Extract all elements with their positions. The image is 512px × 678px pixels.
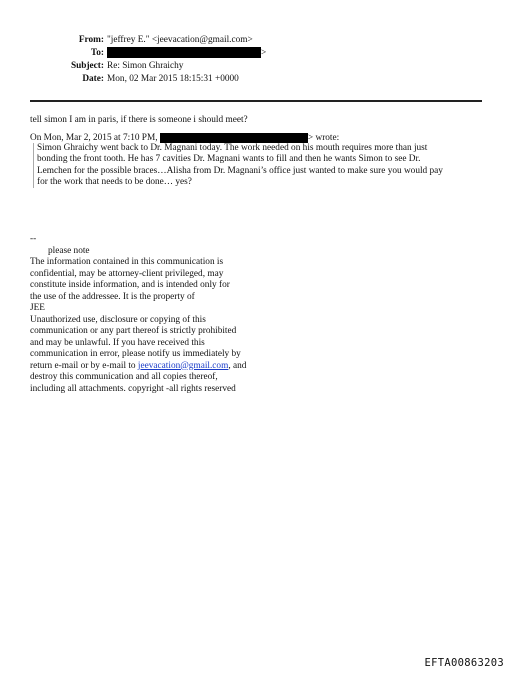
signature-block <box>30 234 246 395</box>
disclaimer-line: communication in error, please notify us immediately by <box>30 349 241 359</box>
quoted-message <box>33 143 477 188</box>
redaction-bar <box>160 133 308 143</box>
disclaimer-line: Unauthorized use, disclosure or copying of this <box>30 314 206 325</box>
signature-note-heading: please note <box>48 245 90 256</box>
disclaimer-line: JEE <box>30 303 45 313</box>
disclaimer-line: and may be unlawful. If you have received this <box>30 337 205 348</box>
quoted-line: bonding the front tooth. He has 7 cavities Dr. Magnani wants to fill and then he wants Simon to see Dr. <box>37 154 421 165</box>
bates-number: EFTA00863203 <box>424 657 504 669</box>
to-suffix: > <box>261 48 267 58</box>
disclaimer-line: destroy this communication and all copies thereof, <box>30 372 218 382</box>
quote-intro-suffix: > wrote: <box>307 133 340 144</box>
return-suffix: , and <box>228 360 247 371</box>
date-value: Mon, 02 Mar 2015 18:15:31 +0000 <box>107 74 239 84</box>
redaction-bar <box>107 47 261 58</box>
signature-separator: -- <box>30 234 37 244</box>
from-value: "jeffrey E." <jeevacation@gmail.com> <box>107 35 253 45</box>
reply-line: tell simon I am in paris, if there is someone i should meet? <box>30 115 248 125</box>
to-label: To: <box>90 48 104 58</box>
quote-intro-prefix: On Mon, Mar 2, 2015 at 7:10 PM, <box>30 133 158 144</box>
header-divider <box>30 100 482 102</box>
quoted-line: for the work that needs to be done… yes? <box>37 176 192 187</box>
subject-label: Subject: <box>70 61 104 71</box>
subject-value: Re: Simon Ghraichy <box>107 61 184 71</box>
quoted-line: Simon Ghraichy went back to Dr. Magnani today. The work needed on his mouth requires more than just <box>37 143 428 153</box>
disclaimer-line: confidential, may be attorney-client privileged, may <box>30 268 224 279</box>
from-label: From: <box>78 35 104 45</box>
disclaimer-line: including all attachments. copyright -all rights reserved <box>30 383 236 394</box>
to-value <box>107 47 266 59</box>
disclaimer-line: the use of the addressee. It is the property of <box>30 291 195 302</box>
disclaimer-line: communication or any part thereof is strictly prohibited <box>30 326 237 336</box>
disclaimer-line: constitute inside information, and is intended only for <box>30 280 230 290</box>
disclaimer-line: The information contained in this communication is <box>30 257 224 267</box>
date-label: Date: <box>82 74 104 84</box>
email-link[interactable]: jeevacation@gmail.com <box>137 360 229 371</box>
disclaimer-return-line <box>30 361 246 373</box>
quoted-line: Lemchen for the possible braces…Alisha from Dr. Magnani’s office just wanted to make sure you would pay <box>37 165 443 176</box>
return-prefix: return e-mail or by e-mail to <box>30 360 138 371</box>
